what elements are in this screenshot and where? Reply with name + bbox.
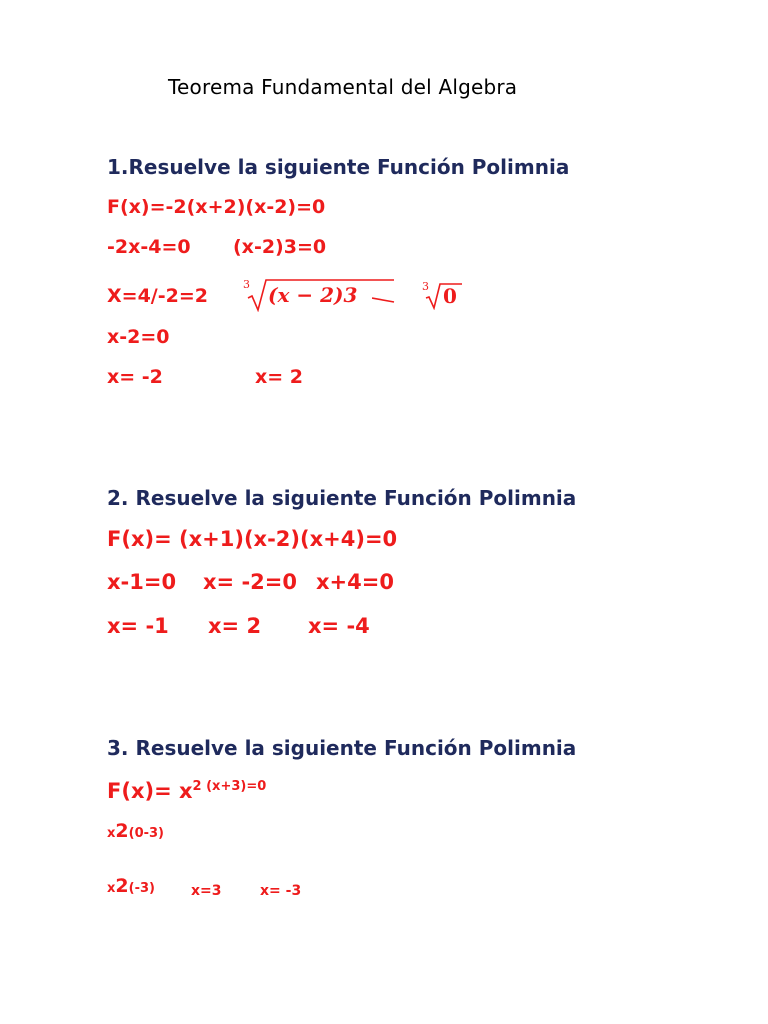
problem-3-step-b bbox=[107, 877, 155, 896]
page-title: Teorema Fundamental del Algebra bbox=[168, 75, 518, 99]
problem-1-root-b: x= 2 bbox=[255, 366, 304, 388]
problem-1-step-b: (x-2)3=0 bbox=[233, 236, 327, 258]
strike-mark-icon bbox=[372, 288, 396, 306]
step-a-paren: (0-3) bbox=[128, 826, 164, 841]
problem-1-root-a: x= -2 bbox=[107, 366, 163, 388]
problem-2-step-c: x+4=0 bbox=[316, 570, 394, 594]
problem-2-root-c: x= -4 bbox=[308, 614, 370, 638]
step-a-x: x bbox=[107, 826, 116, 841]
step-a-two: 2 bbox=[115, 820, 129, 842]
problem-3-equation-main: F(x)= x bbox=[107, 779, 193, 803]
problem-1-step-a: -2x-4=0 bbox=[107, 236, 191, 258]
problem-1-solution-x: X=4/-2=2 bbox=[107, 285, 208, 307]
root-index: 3 bbox=[243, 278, 250, 291]
problem-3-root-a: x=3 bbox=[191, 883, 222, 899]
problem-2-step-b: x= -2=0 bbox=[203, 570, 297, 594]
problem-2-step-a: x-1=0 bbox=[107, 570, 177, 594]
problem-2-root-a: x= -1 bbox=[107, 614, 169, 638]
step-b-paren: (-3) bbox=[128, 881, 155, 896]
problem-2-root-b: x= 2 bbox=[208, 614, 262, 638]
problem-3-root-b: x= -3 bbox=[260, 883, 302, 899]
problem-3-equation bbox=[107, 780, 266, 802]
problem-1-heading: 1.Resuelve la siguiente Función Polimnia bbox=[107, 155, 570, 179]
step-b-two: 2 bbox=[115, 875, 129, 897]
problem-2-equation: F(x)= (x+1)(x-2)(x+4)=0 bbox=[107, 527, 398, 551]
problem-3-step-a bbox=[107, 822, 164, 841]
problem-3-heading: 3. Resuelve la siguiente Función Polimnia bbox=[107, 736, 577, 760]
problem-3-equation-exponent: 2 (x+3)=0 bbox=[192, 779, 267, 794]
root-radicand-2: 0 bbox=[443, 284, 457, 308]
step-b-x: x bbox=[107, 881, 116, 896]
problem-1-equation: F(x)=-2(x+2)(x-2)=0 bbox=[107, 196, 326, 218]
root-radicand: (x − 2)3 bbox=[268, 283, 358, 307]
problem-1-step-c: x-2=0 bbox=[107, 326, 170, 348]
root-index-2: 3 bbox=[422, 280, 429, 293]
problem-2-heading: 2. Resuelve la siguiente Función Polimnia bbox=[107, 486, 577, 510]
